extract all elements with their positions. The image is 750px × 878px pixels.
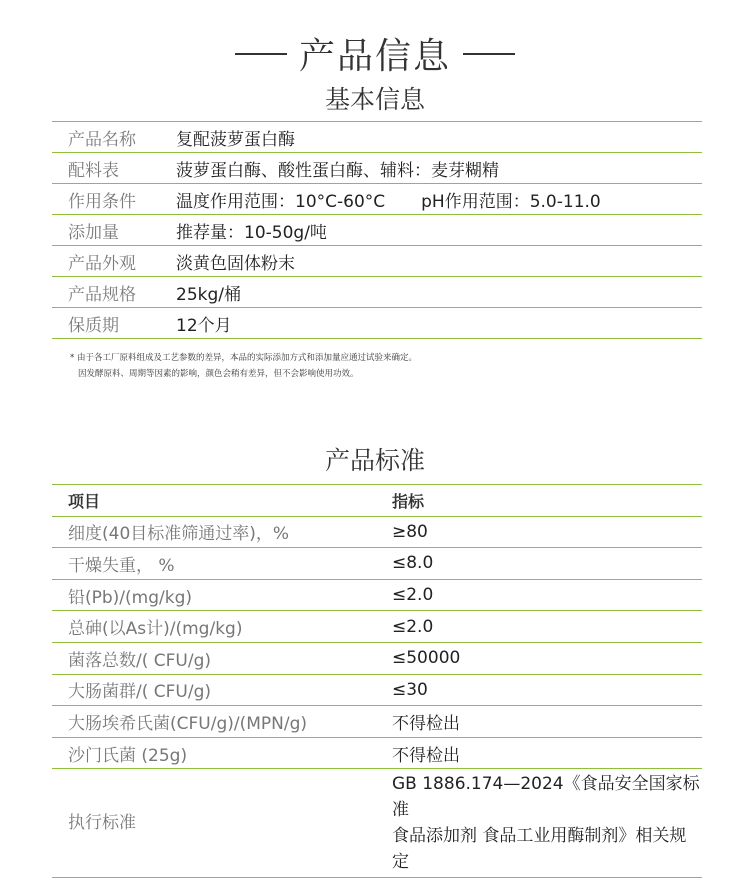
std-value-multiline xyxy=(376,769,702,878)
info-key: 保质期 xyxy=(52,308,160,339)
column-header-value: 指标 xyxy=(376,485,702,517)
basic-info-heading: 基本信息 xyxy=(324,85,425,114)
std-value: ≤50000 xyxy=(376,642,702,674)
basic-info-table xyxy=(52,121,702,339)
info-value: 温度作用范围：10°C-60°C xyxy=(176,191,386,212)
table-row xyxy=(52,611,702,643)
info-value-group xyxy=(160,184,702,215)
footnote xyxy=(70,350,417,382)
footnote-line: * 由于各工厂原料组成及工艺参数的差异，本品的实际添加方式和添加量应通过试验来确定。 xyxy=(70,353,417,363)
table-row xyxy=(52,184,702,215)
info-key: 产品外观 xyxy=(52,246,160,277)
column-header-item: 项目 xyxy=(52,485,376,517)
info-value: 复配菠萝蛋白酶 xyxy=(160,122,702,153)
std-value: ≤2.0 xyxy=(376,579,702,611)
info-value: 淡黄色固体粉末 xyxy=(160,246,702,277)
table-row xyxy=(52,308,702,339)
title-right-dash xyxy=(463,53,515,55)
info-value: 推荐量：10-50g/吨 xyxy=(160,215,702,246)
info-value-secondary: pH作用范围：5.0-11.0 xyxy=(421,191,601,212)
standards-heading: 产品标准 xyxy=(324,446,425,475)
table-row xyxy=(52,579,702,611)
footnote-line: 因发酵原料、周期等因素的影响，颜色会稍有差异，但不会影响使用功效。 xyxy=(78,369,359,379)
table-row xyxy=(52,215,702,246)
table-row xyxy=(52,122,702,153)
table-row xyxy=(52,706,702,738)
std-key: 铅(Pb)/(mg/kg) xyxy=(52,579,376,611)
std-value-line: 食品添加剂 食品工业用酶制剂》相关规定 xyxy=(392,826,687,873)
std-value: ≤8.0 xyxy=(376,548,702,580)
std-key: 菌落总数/( CFU/g) xyxy=(52,642,376,674)
page-title xyxy=(0,28,750,79)
standards-table xyxy=(52,484,702,878)
std-value: 不得检出 xyxy=(376,737,702,769)
table-row xyxy=(52,246,702,277)
table-row xyxy=(52,516,702,548)
std-value: ≥80 xyxy=(376,516,702,548)
table-row xyxy=(52,642,702,674)
info-key: 作用条件 xyxy=(52,184,160,215)
info-key: 配料表 xyxy=(52,153,160,184)
title-left-dash xyxy=(235,53,287,55)
table-row-exec-standard xyxy=(52,769,702,878)
info-key: 产品名称 xyxy=(52,122,160,153)
std-key: 执行标准 xyxy=(52,769,376,878)
table-row xyxy=(52,674,702,706)
table-row xyxy=(52,548,702,580)
table-row xyxy=(52,737,702,769)
std-key: 大肠菌群/( CFU/g) xyxy=(52,674,376,706)
std-key: 干燥失重， % xyxy=(52,548,376,580)
info-value: 25kg/桶 xyxy=(160,277,702,308)
std-value-line: GB 1886.174—2024《食品安全国家标准 xyxy=(392,774,700,821)
info-key: 产品规格 xyxy=(52,277,160,308)
info-value: 菠萝蛋白酶、酸性蛋白酶、辅料：麦芽糊精 xyxy=(160,153,702,184)
table-row xyxy=(52,277,702,308)
std-key: 细度(40目标准筛通过率)，% xyxy=(52,516,376,548)
std-value: 不得检出 xyxy=(376,706,702,738)
table-row xyxy=(52,153,702,184)
std-key: 大肠埃希氏菌(CFU/g)/(MPN/g) xyxy=(52,706,376,738)
info-key: 添加量 xyxy=(52,215,160,246)
std-value: ≤2.0 xyxy=(376,611,702,643)
page-title-text: 产品信息 xyxy=(298,36,451,77)
table-header-row xyxy=(52,485,702,517)
std-key: 沙门氏菌 (25g) xyxy=(52,737,376,769)
info-value: 12个月 xyxy=(160,308,702,339)
std-key: 总砷(以As计)/(mg/kg) xyxy=(52,611,376,643)
std-value: ≤30 xyxy=(376,674,702,706)
